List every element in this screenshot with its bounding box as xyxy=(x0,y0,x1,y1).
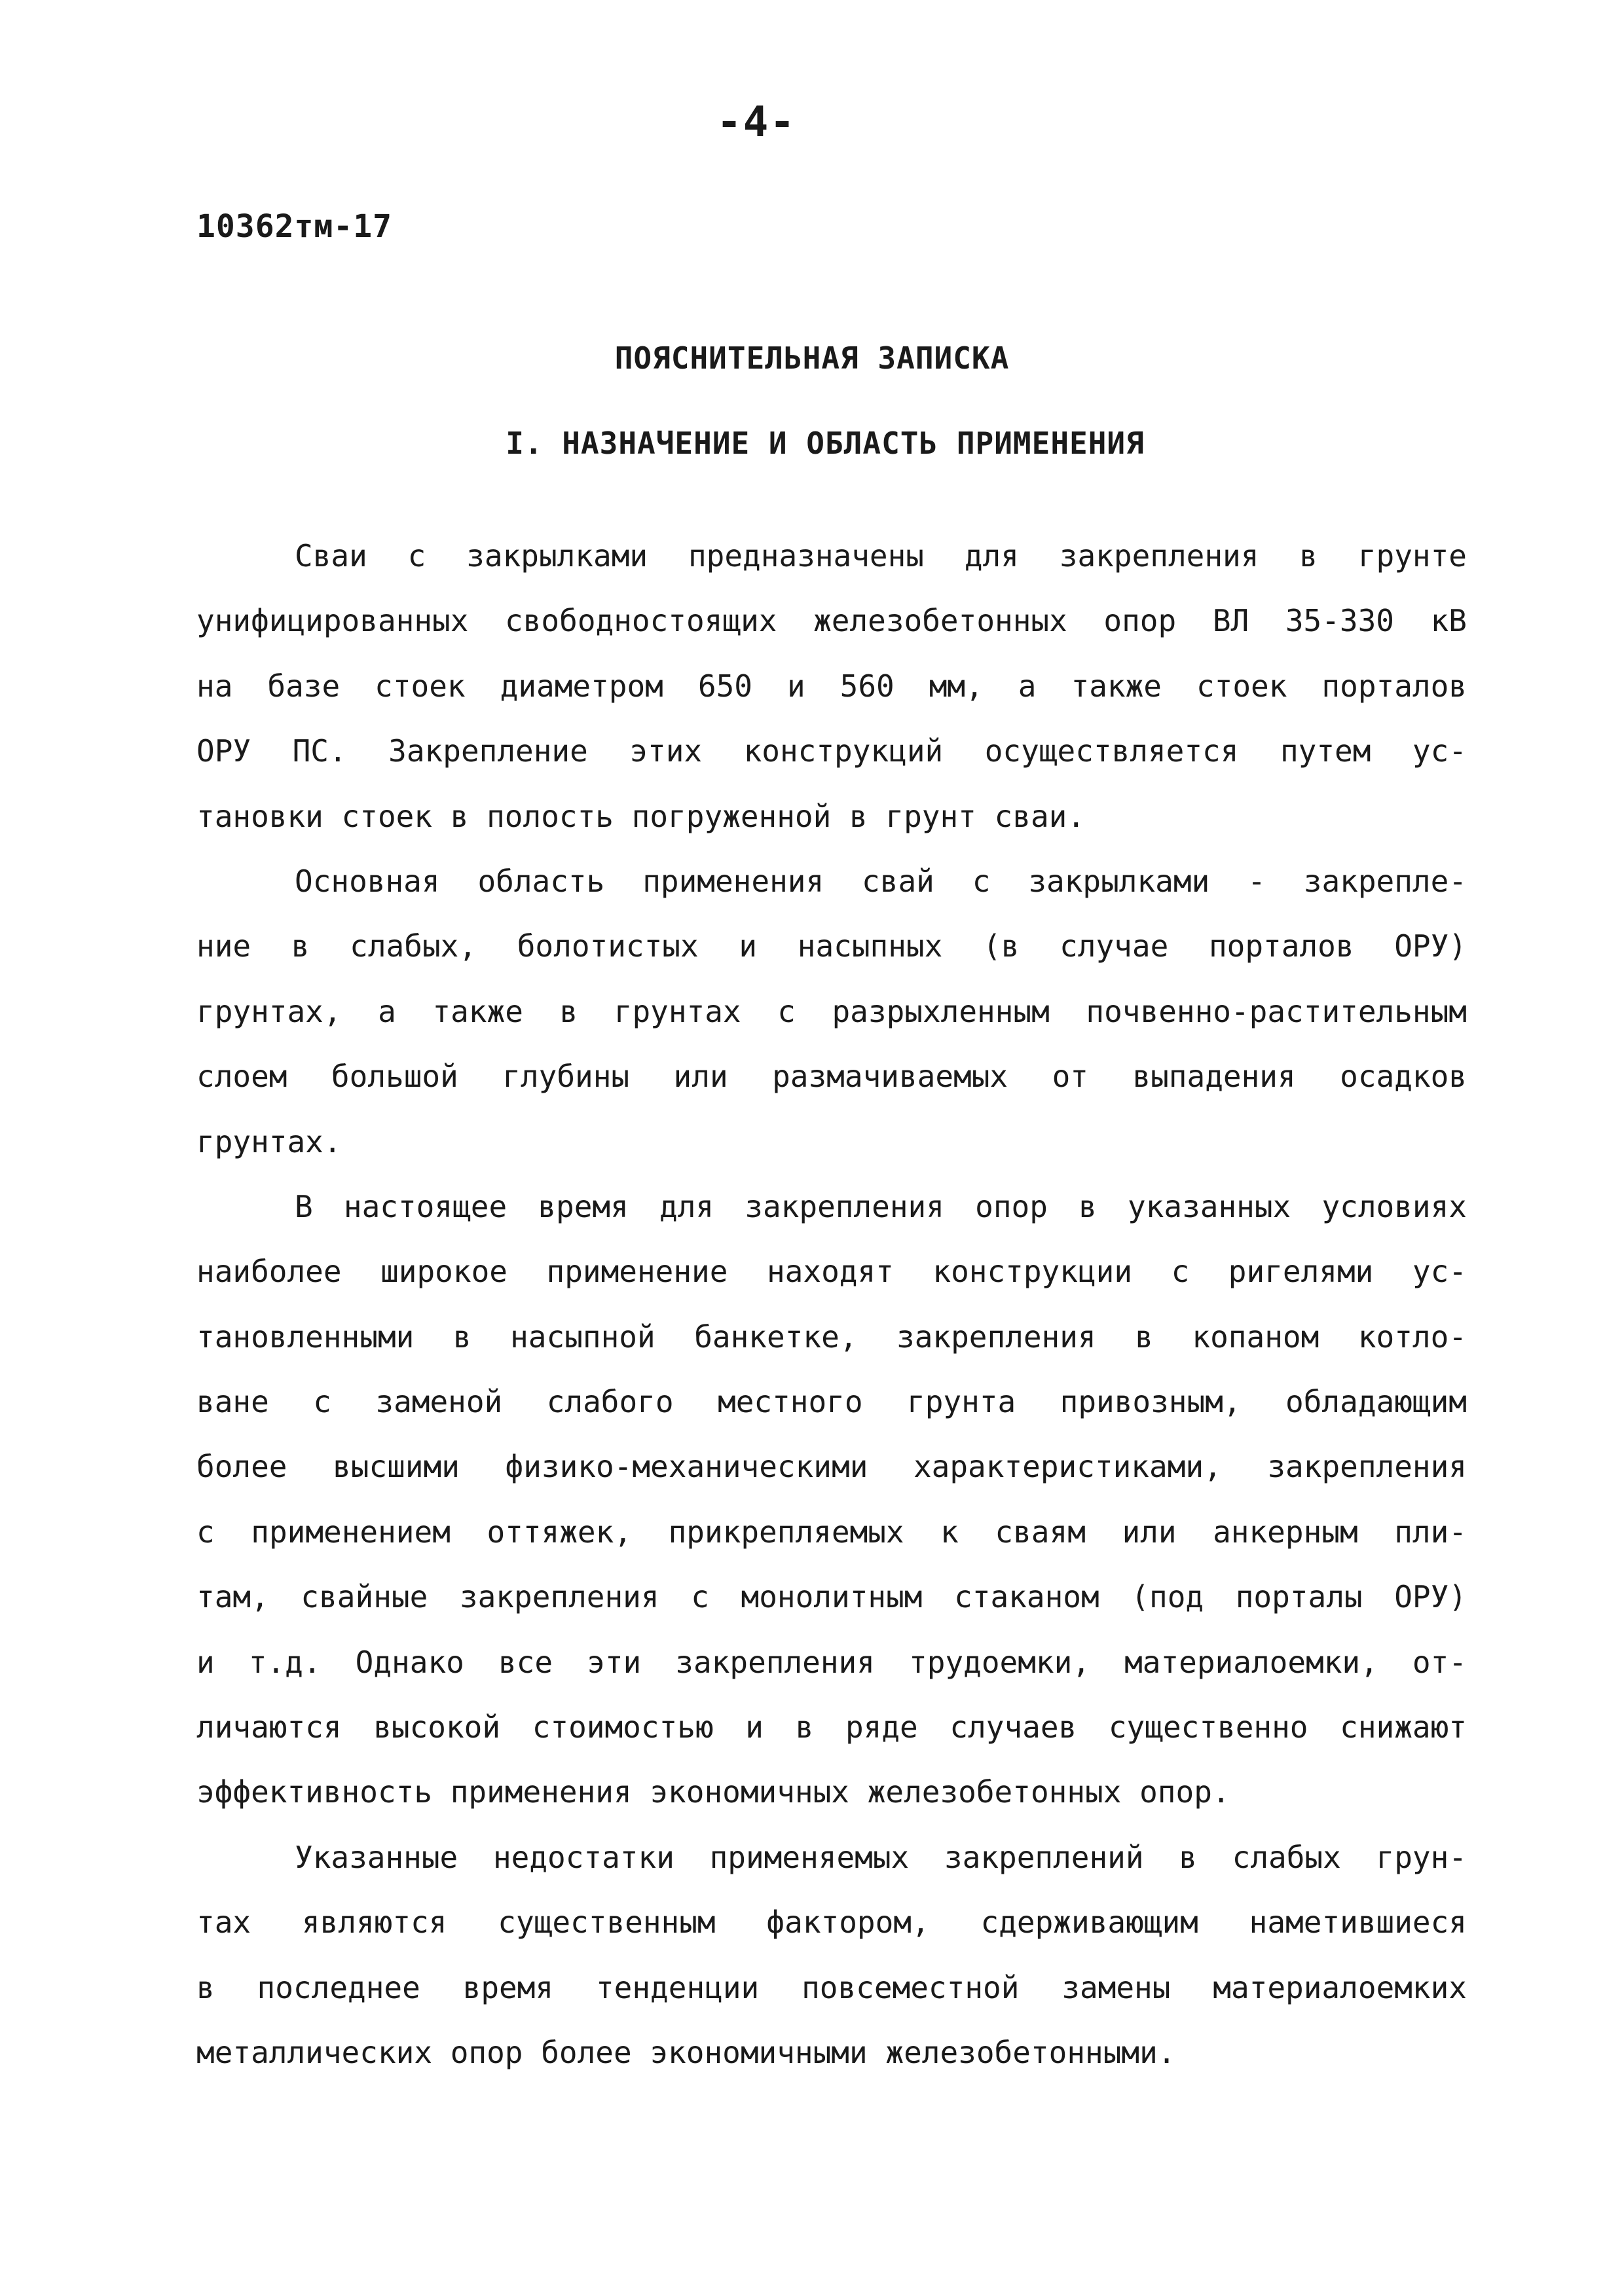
text-line: Сваи с закрылками предназначены для закрепления в грунте xyxy=(295,538,1467,574)
text-line: личаются высокой стоимостью и в ряде случаев существенно снижают xyxy=(196,1709,1467,1745)
text-line: наиболее широкое применение находят конструкции с ригелями ус- xyxy=(196,1254,1467,1290)
text-line: и т.д. Однако все эти закрепления трудоемки, материалоемки, от- xyxy=(196,1644,1467,1680)
text-line: слоем большой глубины или размачиваемых от выпадения осадков xyxy=(196,1059,1467,1095)
text-line: ване с заменой слабого местного грунта привозным, обладающим xyxy=(196,1384,1467,1420)
text-line: В настоящее время для закрепления опор в указанных условиях xyxy=(295,1188,1467,1224)
body-text xyxy=(196,524,1467,2085)
text-line: грунтах. xyxy=(196,1123,342,1159)
section-heading: I. НАЗНАЧЕНИЕ И ОБЛАСТЬ ПРИМЕНЕНИЯ xyxy=(506,426,1145,461)
text-line: там, свайные закрепления с монолитным стаканом (под порталы ОРУ) xyxy=(196,1579,1467,1615)
text-line: ОРУ ПС. Закрепление этих конструкций осуществляется путем ус- xyxy=(196,733,1467,769)
text-line: Основная область применения свай с закрылками - закрепле- xyxy=(295,863,1467,899)
text-line: ние в слабых, болотистых и насыпных (в случае порталов ОРУ) xyxy=(196,928,1467,964)
page-number: -4- xyxy=(716,98,796,147)
text-line: грунтах, а также в грунтах с разрыхленным почвенно-растительным xyxy=(196,993,1467,1029)
text-line: эффективность применения экономичных железобетонных опор. xyxy=(196,1774,1230,1810)
text-line: в последнее время тенденции повсеместной замены материалоемких xyxy=(196,1969,1467,2005)
text-line: на базе стоек диаметром 650 и 560 мм, а также стоек порталов xyxy=(196,668,1467,704)
text-line: более высшими физико-механическими характеристиками, закрепления xyxy=(196,1449,1467,1485)
text-line: тах являются существенным фактором, сдерживающим наметившиеся xyxy=(196,1904,1467,1941)
text-line: металлических опор более экономичными железобетонными. xyxy=(196,2034,1176,2070)
text-line: унифицированных свободностоящих железобетонных опор ВЛ 35-330 кВ xyxy=(196,603,1467,639)
text-line: с применением оттяжек, прикрепляемых к сваям или анкерным пли- xyxy=(196,1514,1467,1550)
text-line: тановки стоек в полость погруженной в грунт сваи. xyxy=(196,798,1086,834)
text-line: Указанные недостатки применяемых закреплений в слабых грун- xyxy=(295,1839,1467,1875)
document-title: ПОЯСНИТЕЛЬНАЯ ЗАПИСКА xyxy=(614,340,1010,376)
text-line: тановленными в насыпной банкетке, закрепления в копаном котло- xyxy=(196,1319,1467,1355)
document-code: 10362тм-17 xyxy=(196,208,392,245)
